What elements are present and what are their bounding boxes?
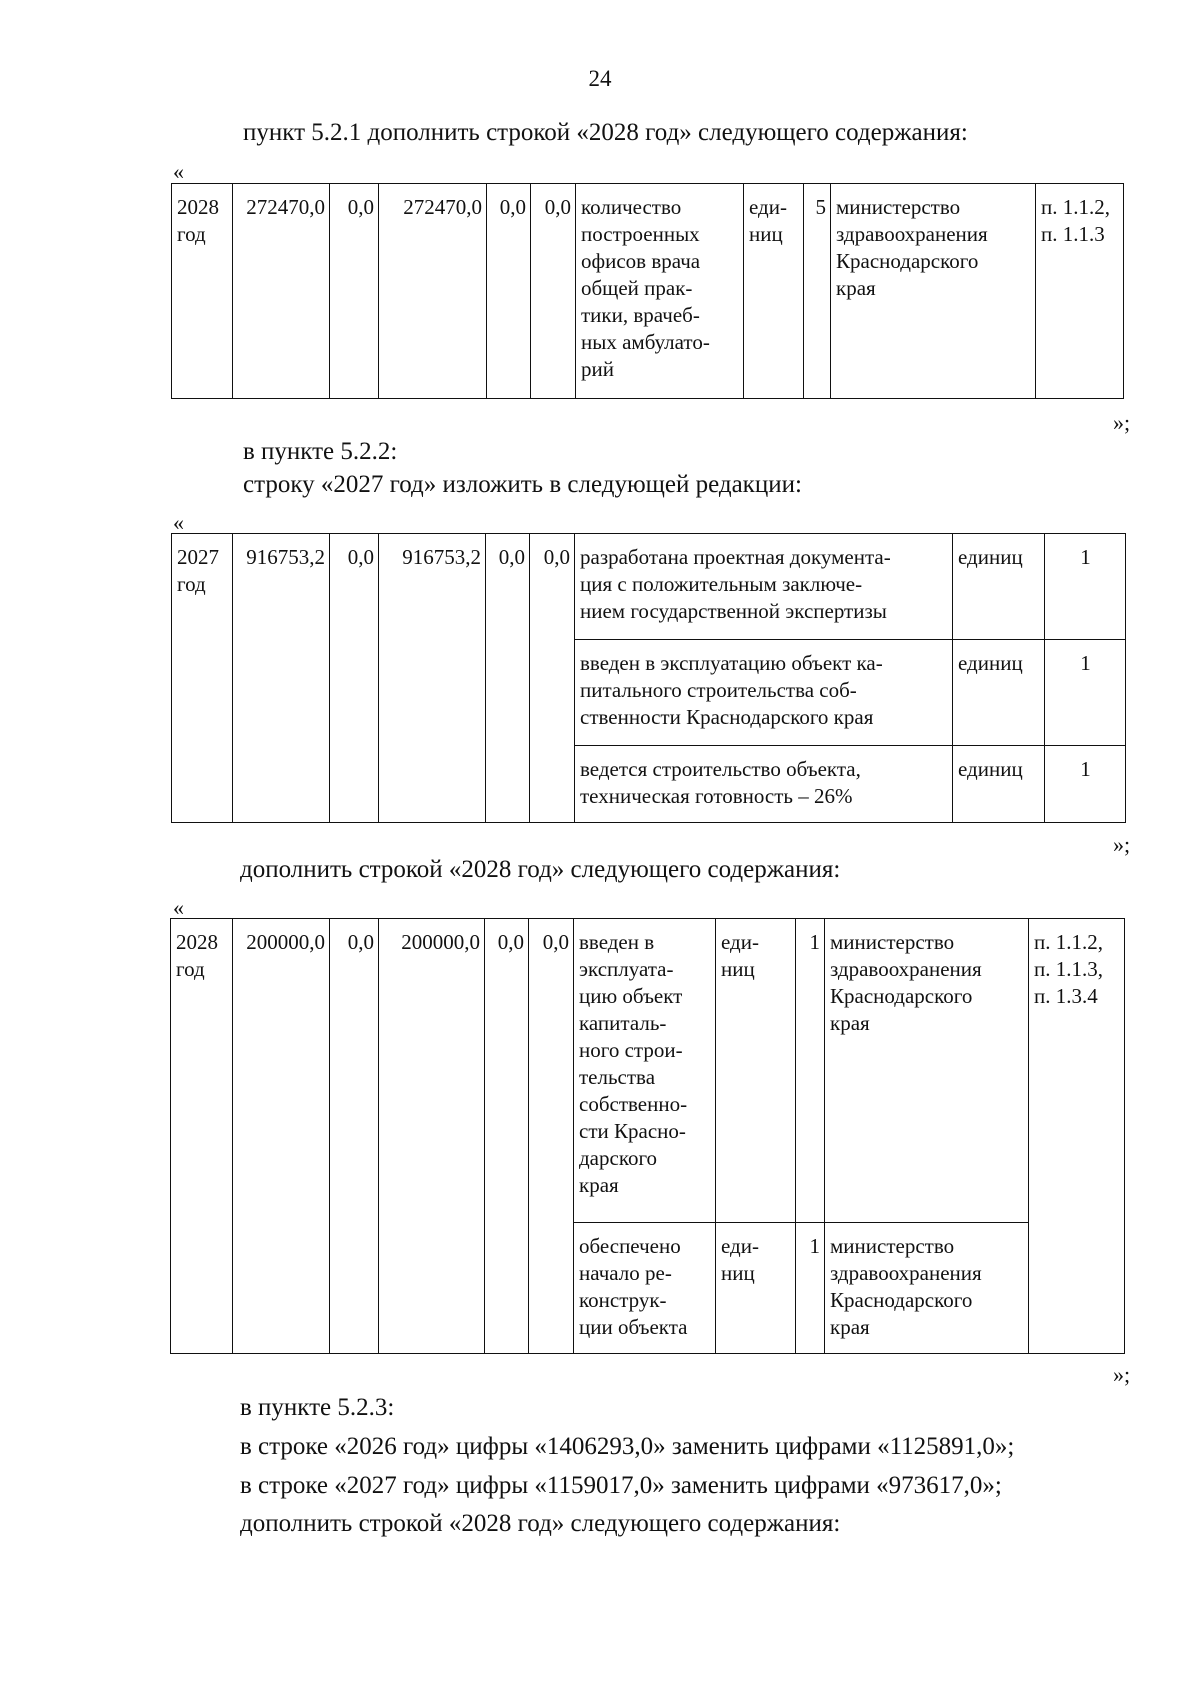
value-cell: 5 — [804, 184, 831, 399]
extrabudget-cell: 0,0 — [531, 184, 576, 399]
page-number: 24 — [588, 66, 612, 91]
federal-cell: 0,0 — [330, 534, 379, 823]
year-cell: 2027 год — [172, 534, 233, 823]
value-cell: 1 — [796, 1223, 825, 1354]
table-5-2-2-add — [170, 918, 1125, 1354]
section-5-2-2-intro: в пункте 5.2.2: — [243, 438, 398, 465]
value-cell: 1 — [1045, 746, 1126, 823]
section-5-2-2-instruction: строку «2027 год» изложить в следующей редакции: — [243, 471, 802, 498]
add-2028-line: дополнить строкой «2028 год» следующего содержания: — [240, 1510, 841, 1537]
indicator-cell: введен в эксплуата- цию объект капиталь- ного строи- тельства собственно- сти Красно- дарского края — [574, 919, 716, 1223]
points-cell: п. 1.1.2, п. 1.1.3 — [1036, 184, 1124, 399]
total-cell: 272470,0 — [233, 184, 330, 399]
indicator-cell: ведется строительство объекта, техническая готовность – 26% — [575, 746, 953, 823]
unit-cell: еди- ниц — [744, 184, 804, 399]
close-quote-1: »; — [1113, 410, 1131, 435]
table-row — [172, 534, 1126, 640]
open-quote-2: « — [173, 510, 184, 535]
table-row — [171, 919, 1125, 1223]
unit-cell: единиц — [953, 534, 1045, 640]
unit-cell: еди- ниц — [716, 919, 796, 1223]
indicator-cell: обеспечено начало ре- конструк- ции объекта — [574, 1223, 716, 1354]
open-quote-3: « — [173, 895, 184, 920]
points-cell: п. 1.1.2, п. 1.1.3, п. 1.3.4 — [1029, 919, 1125, 1354]
total-cell: 200000,0 — [233, 919, 330, 1354]
regional-cell: 272470,0 — [379, 184, 487, 399]
close-quote-3: »; — [1113, 1362, 1131, 1387]
table-row — [172, 184, 1124, 399]
value-cell: 1 — [1045, 534, 1126, 640]
federal-cell: 0,0 — [330, 919, 379, 1354]
unit-cell: еди- ниц — [716, 1223, 796, 1354]
total-cell: 916753,2 — [233, 534, 330, 823]
year-cell: 2028 год — [172, 184, 233, 399]
local-cell: 0,0 — [486, 534, 530, 823]
value-cell: 1 — [1045, 640, 1126, 746]
regional-cell: 200000,0 — [379, 919, 485, 1354]
section-5-2-3-intro: в пункте 5.2.3: — [240, 1394, 395, 1421]
extrabudget-cell: 0,0 — [530, 534, 575, 823]
value-cell: 1 — [796, 919, 825, 1223]
federal-cell: 0,0 — [330, 184, 379, 399]
replace-2026-line: в строке «2026 год» цифры «1406293,0» заменить цифрами «1125891,0»; — [240, 1433, 1015, 1460]
table-5-2-2 — [171, 533, 1126, 823]
local-cell: 0,0 — [485, 919, 529, 1354]
open-quote-1: « — [173, 159, 184, 184]
section-add-2028-intro: дополнить строкой «2028 год» следующего содержания: — [240, 856, 841, 883]
unit-cell: единиц — [953, 640, 1045, 746]
local-cell: 0,0 — [487, 184, 531, 399]
executor-cell: министерство здравоохранения Краснодарского края — [825, 919, 1029, 1223]
section-5-2-1-intro: пункт 5.2.1 дополнить строкой «2028 год» следующего содержания: — [243, 119, 968, 146]
indicator-cell: количество построенных офисов врача общей прак- тики, врачеб- ных амбулато- рий — [576, 184, 744, 399]
executor-cell: министерство здравоохранения Краснодарского края — [825, 1223, 1029, 1354]
unit-cell: единиц — [953, 746, 1045, 823]
year-cell: 2028 год — [171, 919, 233, 1354]
indicator-cell: введен в эксплуатацию объект ка- питального строительства соб- ственности Краснодарского края — [575, 640, 953, 746]
replace-2027-line: в строке «2027 год» цифры «1159017,0» заменить цифрами «973617,0»; — [240, 1472, 1002, 1499]
extrabudget-cell: 0,0 — [529, 919, 574, 1354]
regional-cell: 916753,2 — [379, 534, 486, 823]
executor-cell: министерство здравоохранения Краснодарского края — [831, 184, 1036, 399]
table-5-2-1 — [171, 183, 1124, 399]
indicator-cell: разработана проектная документа- ция с положительным заключе- нием государственной экспертизы — [575, 534, 953, 640]
close-quote-2: »; — [1113, 832, 1131, 857]
